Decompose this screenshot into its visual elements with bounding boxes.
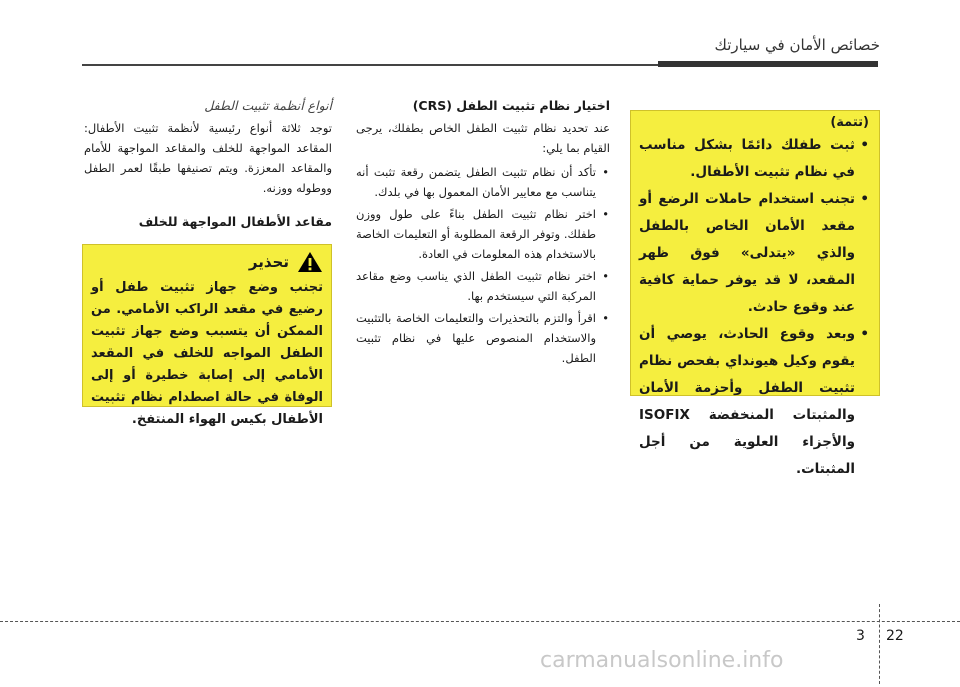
footer-divider [879, 604, 880, 684]
page-number: 22 [886, 628, 904, 644]
bullet-dot: • [602, 165, 609, 179]
warning-title: تحذير [248, 253, 289, 271]
list-item: • اقرأ والتزم بالتحذيرات والتعليمات الخاصة بالتثبيت والاستخدام المنصوص عليها في نظام تثبيت الطفل. [356, 308, 596, 368]
warning-triangle-icon [297, 251, 323, 273]
list-item: • اختر نظام تثبيت الطفل بناءً على طول ووزن طفلك. وتوفر الرقعة المطلوبة أو التعليمات الخاصة بالاستخدام هذه المعلومات في العادة. [356, 204, 596, 264]
header-bar [658, 61, 878, 67]
bullet-dot: • [860, 137, 869, 153]
heading-types: أنواع أنظمة تثبيت الطفل [204, 98, 332, 113]
list-item: • تأكد أن نظام تثبيت الطفل يتضمن رقعة تثبت أنه يتناسب مع معايير الأمان المعمول بها في بلدك. [356, 162, 596, 202]
footer-rule [0, 621, 960, 622]
bullet-dot: • [860, 326, 869, 342]
chapter-number: 3 [856, 628, 865, 644]
bullet-dot: • [602, 269, 609, 283]
crs-intro: عند تحديد نظام تثبيت الطفل الخاص بطفلك، يرجى القيام بما يلي: [356, 121, 610, 155]
note-bullet-list [639, 132, 869, 483]
heading-choosing-crs: اختيار نظام تثبيت الطفل (CRS) [412, 98, 610, 113]
list-item: • اختر نظام تثبيت الطفل الذي يناسب وضع مقاعد المركبة التي سيستخدم بها. [356, 266, 596, 306]
left-column [84, 96, 332, 234]
middle-column [356, 96, 610, 370]
list-item: • وبعد وقوع الحادث، يوصي أن يقوم وكيل هيونداي بفحص نظام تثبيت الطفل وأحزمة الأمان والمثبتات المنخفضة ISOFIX والأجزاء العلوية من أجل المثبتات. [639, 321, 855, 483]
list-item: • ثبت طفلك دائمًا بشكل مناسب في نظام تثبيت الأطفال. [639, 132, 855, 186]
bullet-dot: • [602, 311, 609, 325]
list-item: • تجنب استخدام حاملات الرضع أو مقعد الأمان الخاص بالطفل والذي «يتدلى» فوق ظهر المقعد، لا قد يوفر حماية كافية عند وقوع حادث. [639, 186, 855, 321]
watermark: carmanualsonline.info [540, 648, 784, 673]
warning-callout [82, 244, 332, 427]
warning-text: تجنب وضع جهاز تثبيت طفل أو رضيع في مقعد الراكب الأمامي. من الممكن أن يتسبب وضع جهاز تثبيت الطفل المواجه للخلف في المقعد الأمامي إلى إصابة خطيرة أو إلى الوفاة في حالة اصطدام نظام تثبيت الأطفال بكيس الهواء المنتفخ. [91, 280, 323, 427]
crs-bullet-list [356, 162, 610, 368]
types-paragraph: توجد ثلاثة أنواع رئيسية لأنظمة تثبيت الأطفال: المقاعد المواجهة للخلف والمقاعد المواجهة للأمام والمقاعد المعززة. ويتم تصنيفها طبقًا لعمر الطفل ووطوله ووزنه. [84, 121, 332, 195]
bullet-dot: • [860, 191, 869, 207]
page-header-title: خصائص الأمان في سيارتك [714, 36, 880, 54]
note-callout [630, 110, 880, 477]
note-title: (تتمة) [830, 115, 869, 130]
bullet-dot: • [602, 207, 609, 221]
heading-rear-facing: مقاعد الأطفال المواجهة للخلف [138, 214, 332, 229]
warning-header [91, 251, 323, 273]
